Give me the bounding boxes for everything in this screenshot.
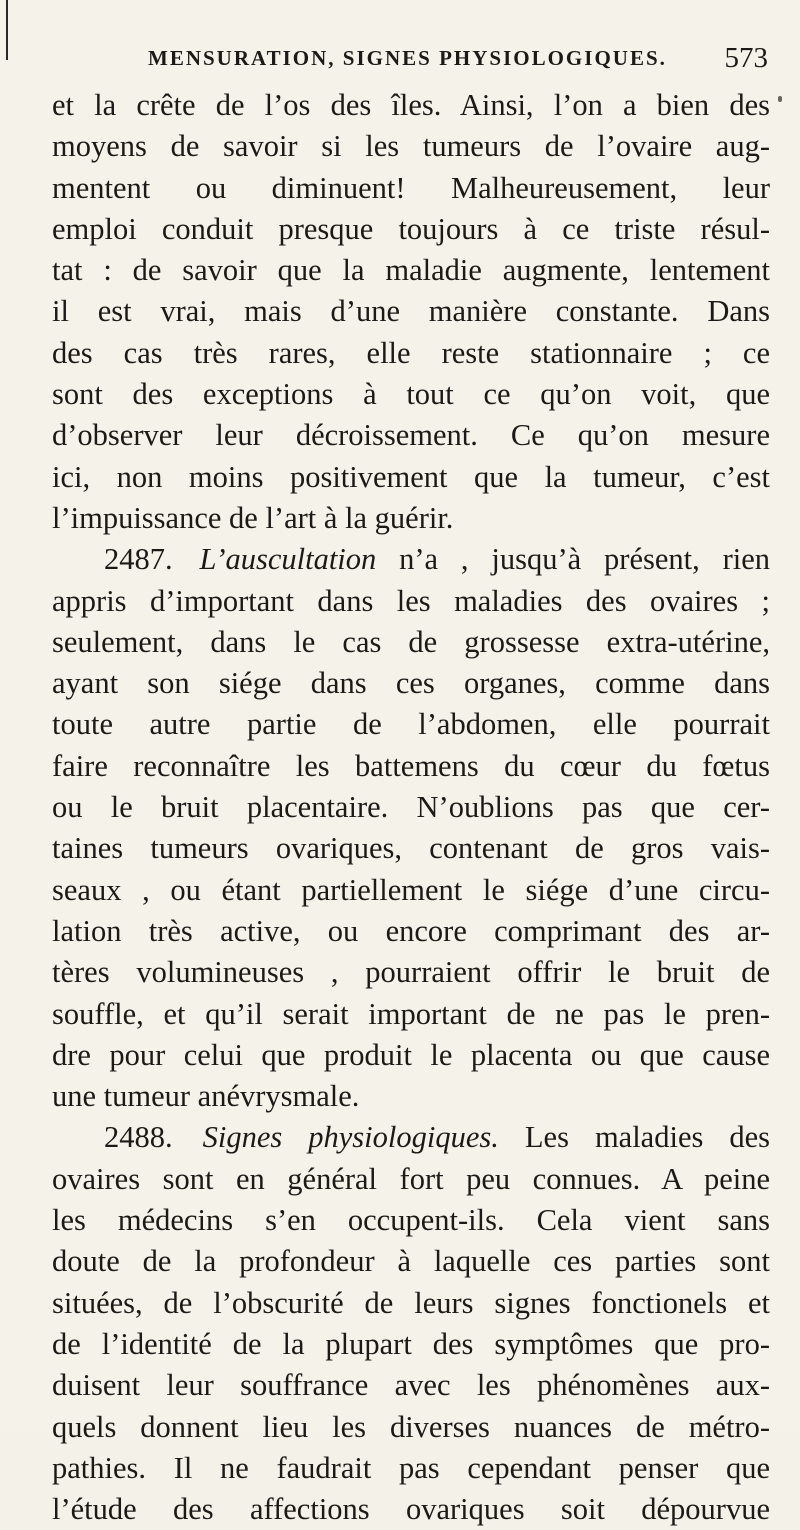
scan-edge (0, 0, 8, 60)
text-line: taines tumeurs ovariques, contenant de gros vais- (52, 831, 770, 866)
text-line: les médecins s’en occupent-ils. Cela vient sans (52, 1203, 770, 1238)
text-line: et la crête de l’os des îles. Ainsi, l’on a bien des (52, 88, 770, 122)
paragraph-2488-first-line (52, 1117, 770, 1158)
body-text (52, 85, 770, 1530)
text-line: dre pour celui que produit le placenta ou que cause (52, 1037, 770, 1072)
text-line: ici, non moins positivement que la tumeur, c’est (52, 459, 770, 494)
paragraph-2487-first-line (52, 539, 770, 580)
page-number: 573 (724, 42, 768, 74)
text-line: il est vrai, mais d’une manière constante. Dans (52, 294, 770, 329)
text-line: doute de la profondeur à laquelle ces parties sont (52, 1244, 770, 1279)
text-run: Les maladies des (524, 1120, 771, 1155)
text-line: faire reconnaître les battemens du cœur du fœtus (52, 748, 770, 783)
paragraph-number: 2487. (104, 542, 173, 577)
text-line: des cas très rares, elle reste stationnaire ; ce (52, 335, 770, 370)
text-line: de l’identité de la plupart des symptômes que pro- (52, 1326, 770, 1361)
text-line: situées, de l’obscurité de leurs signes fonctionels et (52, 1285, 770, 1320)
text-line: emploi conduit presque toujours à ce triste résul- (52, 211, 770, 246)
text-line: tères volumineuses , pourraient offrir le bruit de (52, 955, 770, 990)
text-line: moyens de savoir si les tumeurs de l’ovaire aug- (52, 129, 770, 164)
paragraph-title: L’auscultation (199, 542, 377, 577)
running-title: MENSURATION, SIGNES PHYSIOLOGIQUES. (148, 46, 667, 70)
text-line: toute autre partie de l’abdomen, elle pourrait (52, 707, 770, 742)
text-line: l’impuissance de l’art à la guérir. (52, 500, 454, 535)
text-line: appris d’important dans les maladies des ovaires ; (52, 583, 770, 618)
text-line: ovaires sont en général fort peu connues. A peine (52, 1161, 770, 1196)
text-line: d’observer leur décroissement. Ce qu’on mesure (52, 418, 770, 453)
text-line: quels donnent lieu les diverses nuances de métro- (52, 1409, 770, 1444)
text-line: seaux , ou étant partiellement le siége d’une circu- (52, 872, 770, 907)
text-line: souffle, et qu’il serait important de ne pas le pren- (52, 996, 770, 1031)
text-line: tat : de savoir que la maladie augmente, lentement (52, 253, 770, 288)
paragraph-number: 2488. (104, 1120, 173, 1155)
text-line: ou le bruit placentaire. N’oublions pas que cer- (52, 790, 770, 825)
text-line: seulement, dans le cas de grossesse extra-utérine, (52, 624, 770, 659)
text-line: pathies. Il ne faudrait pas cependant penser que (52, 1450, 770, 1485)
text-line: mentent ou diminuent! Malheureusement, leur (52, 170, 770, 205)
paragraph-title: Signes physiologiques. (202, 1120, 499, 1155)
text-run: n’a , jusqu’à présent, rien (399, 542, 771, 577)
text-line: ayant son siége dans ces organes, comme dans (52, 666, 770, 701)
page-header (148, 42, 768, 82)
text-line: sont des exceptions à tout ce qu’on voit, que (52, 377, 770, 412)
text-line: lation très active, ou encore comprimant des ar- (52, 913, 770, 948)
text-line: duisent leur souffrance avec les phénomènes aux- (52, 1368, 770, 1403)
text-line: une tumeur anévrysmale. (52, 1079, 360, 1114)
text-line: l’étude des affections ovariques soit dépourvue (52, 1492, 770, 1527)
ink-speck (778, 96, 782, 102)
